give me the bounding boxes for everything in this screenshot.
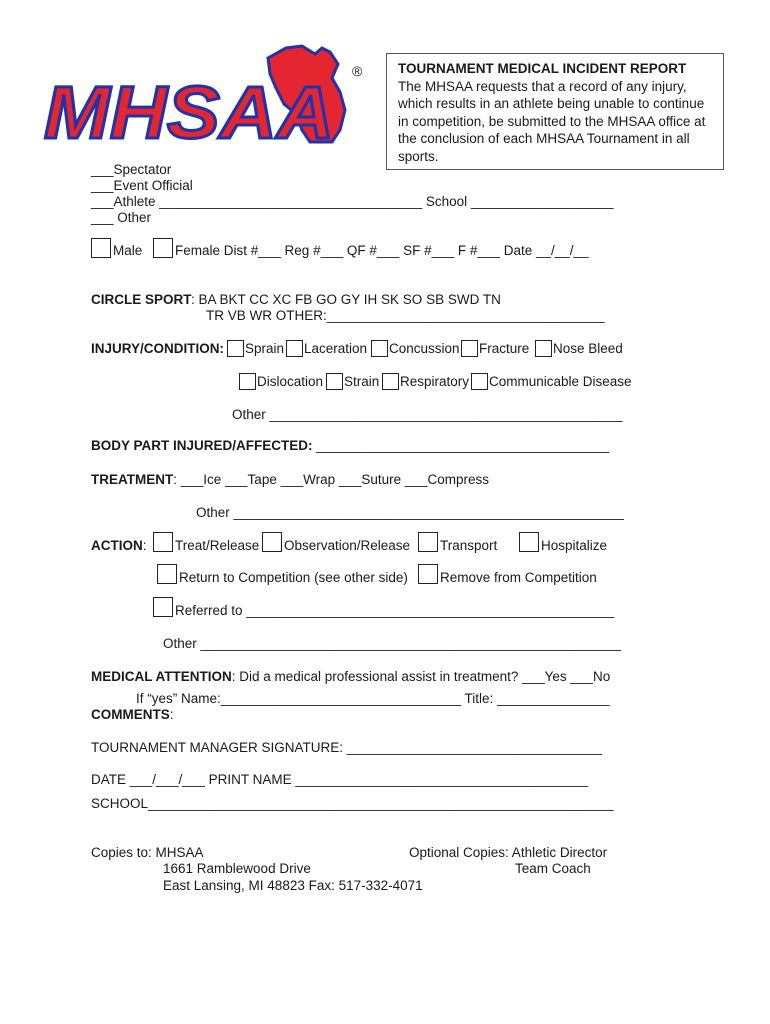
logo-text: MHSAA: [44, 71, 334, 154]
optional-copies-team-coach: Team Coach: [515, 861, 591, 876]
female-checkbox[interactable]: [153, 238, 173, 258]
medical-attention-question[interactable]: : Did a medical professional assist in treatment? ___Yes ___No: [231, 669, 611, 684]
male-label: Male: [113, 243, 143, 258]
strain-label: Strain: [344, 374, 380, 389]
strain-checkbox[interactable]: [326, 373, 343, 390]
comments-label: COMMENTS: [91, 707, 170, 722]
action-label: ACTION: [91, 538, 143, 553]
injury-label: INJURY/CONDITION:: [91, 341, 225, 356]
injury-other-line[interactable]: Other _______________________________________________: [232, 407, 623, 422]
observation-release-label: Observation/Release: [284, 538, 411, 553]
medical-attention-label: MEDICAL ATTENTION: [91, 669, 232, 684]
action-label-row: [91, 538, 147, 554]
sprain-label: Sprain: [245, 341, 285, 356]
return-to-competition-checkbox[interactable]: [157, 564, 177, 584]
role-athlete-school-line[interactable]: ___Athlete ___________________________________ School ___________________: [91, 194, 614, 209]
role-spectator[interactable]: ___Spectator: [91, 162, 172, 177]
respiratory-checkbox[interactable]: [382, 373, 399, 390]
treatment-other-line[interactable]: Other ____________________________________________________: [196, 505, 624, 520]
report-description: The MHSAA requests that a record of any injury, which results in an athlete being unable to continue in competition, be submitted to the MHSAA office at the conclusion of each MHSAA Tournament in all sports.: [398, 78, 706, 164]
transport-label: Transport: [440, 538, 498, 553]
treatment-row: [91, 472, 489, 488]
nose-bleed-checkbox[interactable]: [535, 340, 552, 357]
treatment-options[interactable]: : ___Ice ___Tape ___Wrap ___Suture ___Compress: [173, 472, 489, 487]
male-checkbox[interactable]: [91, 238, 111, 258]
report-title: TOURNAMENT MEDICAL INCIDENT REPORT: [398, 61, 687, 76]
communicable-disease-checkbox[interactable]: [471, 373, 488, 390]
report-info-box: [386, 53, 724, 170]
referred-to-line[interactable]: Referred to _________________________________________________: [175, 603, 615, 618]
hospitalize-label: Hospitalize: [541, 538, 608, 553]
treatment-label: TREATMENT: [91, 472, 174, 487]
sport-options-line1[interactable]: : BA BKT CC XC FB GO GY IH SK SO SB SWD TN: [191, 292, 501, 307]
treat-release-checkbox[interactable]: [153, 532, 173, 552]
comments-colon: :: [169, 707, 174, 722]
comments-row: [91, 707, 174, 723]
school-line[interactable]: SCHOOL______________________________________________________________: [91, 796, 614, 811]
mhsaa-logo: [40, 44, 385, 154]
hospitalize-checkbox[interactable]: [519, 532, 539, 552]
role-event-official[interactable]: ___Event Official: [91, 178, 193, 193]
sport-options-line2[interactable]: TR VB WR OTHER:_____________________________________: [206, 308, 605, 323]
sprain-checkbox[interactable]: [227, 340, 244, 357]
body-part-label: BODY PART INJURED/AFFECTED:: [91, 438, 313, 453]
dislocation-label: Dislocation: [257, 374, 324, 389]
remove-from-competition-checkbox[interactable]: [418, 564, 438, 584]
body-part-row[interactable]: [91, 438, 609, 454]
sport-label: CIRCLE SPORT: [91, 292, 192, 307]
manager-signature-line[interactable]: TOURNAMENT MANAGER SIGNATURE: __________________________________: [91, 740, 603, 755]
registered-mark: ®: [352, 63, 363, 79]
concussion-checkbox[interactable]: [371, 340, 388, 357]
nose-bleed-label: Nose Bleed: [553, 341, 623, 356]
copies-address-1: 1661 Ramblewood Drive: [163, 861, 311, 876]
communicable-disease-label: Communicable Disease: [489, 374, 632, 389]
treat-release-label: Treat/Release: [175, 538, 260, 553]
role-other[interactable]: ___ Other: [91, 210, 152, 225]
action-colon: :: [142, 538, 147, 553]
copies-address-2: East Lansing, MI 48823 Fax: 517-332-4071: [163, 878, 423, 893]
fracture-label: Fracture: [479, 341, 530, 356]
transport-checkbox[interactable]: [418, 532, 438, 552]
dislocation-checkbox[interactable]: [239, 373, 256, 390]
fracture-checkbox[interactable]: [461, 340, 478, 357]
date-print-name-line[interactable]: DATE ___/___/___ PRINT NAME _______________________________________: [91, 772, 589, 787]
body-part-line[interactable]: _______________________________________: [312, 438, 610, 453]
if-yes-name-title-line[interactable]: If “yes” Name:________________________________ Title: _______________: [136, 691, 610, 706]
concussion-label: Concussion: [389, 341, 460, 356]
respiratory-label: Respiratory: [400, 374, 470, 389]
female-and-rounds-line: Female Dist #___ Reg #___ QF #___ SF #___ F #___ Date __/__/__: [175, 243, 589, 258]
laceration-label: Laceration: [304, 341, 368, 356]
remove-from-competition-label: Remove from Competition: [440, 570, 597, 585]
referred-to-checkbox[interactable]: [153, 597, 173, 617]
copies-to-label: Copies to: MHSAA: [91, 845, 204, 860]
action-other-line[interactable]: Other ________________________________________________________: [163, 636, 621, 651]
observation-release-checkbox[interactable]: [262, 532, 282, 552]
return-to-competition-label: Return to Competition (see other side): [179, 570, 408, 585]
medical-attention-row[interactable]: [91, 669, 610, 685]
laceration-checkbox[interactable]: [286, 340, 303, 357]
optional-copies-label: Optional Copies: Athletic Director: [409, 845, 608, 860]
